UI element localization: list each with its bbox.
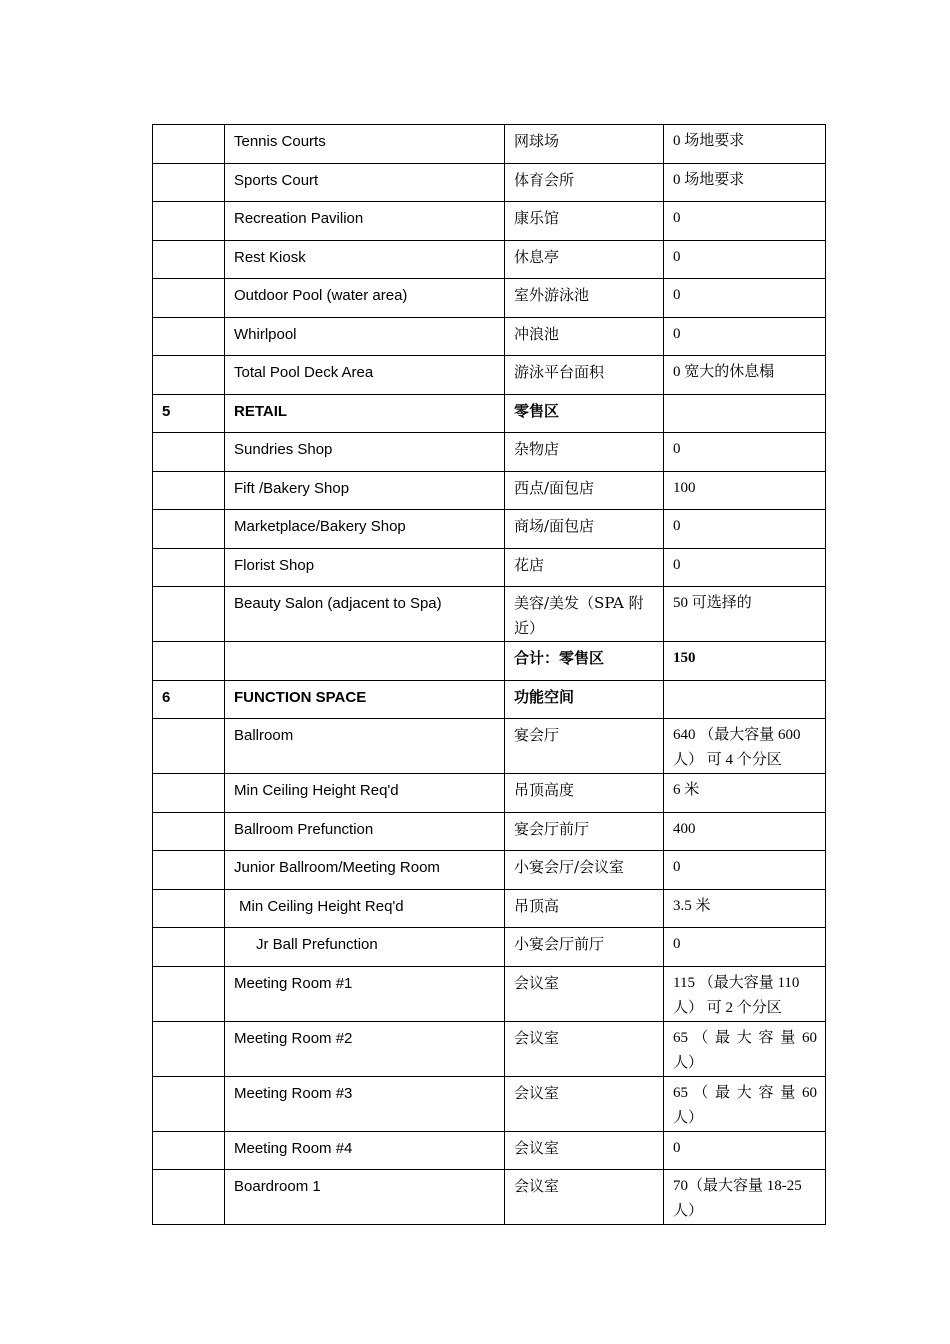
row-number [153,240,225,279]
row-value: 0 [664,928,826,967]
row-name-en: Meeting Room #1 [225,966,505,1021]
facility-table [152,124,826,1225]
row-name-en: Recreation Pavilion [225,202,505,241]
row-name-cn: 康乐馆 [505,202,664,241]
row-name-en: Meeting Room #4 [225,1131,505,1170]
table-row [153,471,826,510]
table-row [153,812,826,851]
row-number [153,851,225,890]
row-name-cn: 小宴会厅前厅 [505,928,664,967]
row-number [153,928,225,967]
row-value: 0 [664,317,826,356]
table-row [153,125,826,164]
row-name-en: Junior Ballroom/Meeting Room [225,851,505,890]
table-row [153,317,826,356]
row-number [153,471,225,510]
section-title-en: FUNCTION SPACE [225,680,505,719]
table-row [153,889,826,928]
row-name-en: Boardroom 1 [225,1170,505,1225]
row-number [153,202,225,241]
row-name-cn: 会议室 [505,1131,664,1170]
row-value: 0 [664,279,826,318]
row-name-en: Total Pool Deck Area [225,356,505,395]
section-row-function-space [153,680,826,719]
table-row [153,240,826,279]
row-number [153,548,225,587]
row-name-en: Tennis Courts [225,125,505,164]
subtotal-row-retail [153,642,826,681]
row-number [153,587,225,642]
table-row [153,774,826,813]
row-name-cn: 宴会厅 [505,719,664,774]
table-row [153,548,826,587]
row-name-en: Min Ceiling Height Req'd [225,774,505,813]
row-number [153,774,225,813]
table-row [153,851,826,890]
row-name-en: Florist Shop [225,548,505,587]
row-value: 70（最大容量 18-25 人） [664,1170,826,1225]
row-name-en: Whirlpool [225,317,505,356]
table-row [153,966,826,1021]
row-value: 0 [664,240,826,279]
row-value: 6 米 [664,774,826,813]
row-name-en: Sundries Shop [225,433,505,472]
row-name-en: Min Ceiling Height Req'd [225,889,505,928]
row-number [153,1131,225,1170]
row-value: 65 （ 最 大 容 量 60 人） [664,1076,826,1131]
row-name-cn: 花店 [505,548,664,587]
subtotal-label: 合计：零售区 [505,642,664,681]
table-row [153,163,826,202]
row-value [664,680,826,719]
row-value: 0 [664,433,826,472]
row-name-en: Outdoor Pool (water area) [225,279,505,318]
row-name-cn: 冲浪池 [505,317,664,356]
row-value: 100 [664,471,826,510]
table-row [153,719,826,774]
row-name-en: Meeting Room #3 [225,1076,505,1131]
row-value [664,394,826,433]
row-name-cn: 吊顶高度 [505,774,664,813]
table-row [153,279,826,318]
row-name-en: Rest Kiosk [225,240,505,279]
row-name-cn: 西点/面包店 [505,471,664,510]
row-name-en: Marketplace/Bakery Shop [225,510,505,549]
row-name-en: Beauty Salon (adjacent to Spa) [225,587,505,642]
row-number [153,889,225,928]
row-name-en: Meeting Room #2 [225,1021,505,1076]
row-name-cn: 会议室 [505,1076,664,1131]
table-row [153,1076,826,1131]
row-name-cn: 网球场 [505,125,664,164]
table-row [153,587,826,642]
row-value: 0 宽大的休息榻 [664,356,826,395]
row-name-cn: 宴会厅前厅 [505,812,664,851]
row-name-cn: 会议室 [505,966,664,1021]
table-row [153,356,826,395]
row-number [153,317,225,356]
row-name-cn: 美容/美发（SPA 附近） [505,587,664,642]
row-value: 400 [664,812,826,851]
row-name-en: Sports Court [225,163,505,202]
row-number [153,719,225,774]
row-number [153,1021,225,1076]
row-number [153,642,225,681]
row-value: 50 可选择的 [664,587,826,642]
table-row [153,1170,826,1225]
row-number [153,163,225,202]
table-row [153,1021,826,1076]
row-number [153,510,225,549]
row-value: 0 [664,548,826,587]
row-value: 0 [664,202,826,241]
table-row [153,433,826,472]
row-number [153,812,225,851]
row-value: 0 [664,1131,826,1170]
table-row [153,928,826,967]
row-name-cn: 室外游泳池 [505,279,664,318]
row-value: 0 场地要求 [664,163,826,202]
row-value: 0 [664,510,826,549]
row-name-cn: 会议室 [505,1021,664,1076]
section-title-en: RETAIL [225,394,505,433]
row-number [153,1076,225,1131]
row-value: 65 （ 最 大 容 量 60 人） [664,1021,826,1076]
row-number [153,356,225,395]
row-value: 640 （最大容量 600 人） 可 4 个分区 [664,719,826,774]
row-name-cn: 游泳平台面积 [505,356,664,395]
row-number [153,1170,225,1225]
table-row [153,202,826,241]
row-number [153,433,225,472]
row-name-en [225,642,505,681]
row-name-en: Jr Ball Prefunction [225,928,505,967]
subtotal-value: 150 [664,642,826,681]
row-name-en: Fift /Bakery Shop [225,471,505,510]
table-row [153,510,826,549]
row-name-cn: 杂物店 [505,433,664,472]
row-name-cn: 体育会所 [505,163,664,202]
row-name-en: Ballroom [225,719,505,774]
row-number [153,279,225,318]
row-name-cn: 商场/面包店 [505,510,664,549]
table-row [153,1131,826,1170]
row-name-cn: 吊顶高 [505,889,664,928]
row-number [153,125,225,164]
row-value: 3.5 米 [664,889,826,928]
row-value: 0 [664,851,826,890]
section-number: 6 [153,680,225,719]
section-title-cn: 功能空间 [505,680,664,719]
row-value: 0 场地要求 [664,125,826,164]
row-value: 115 （最大容量 110 人） 可 2 个分区 [664,966,826,1021]
row-number [153,966,225,1021]
row-name-cn: 休息亭 [505,240,664,279]
section-number: 5 [153,394,225,433]
section-row-retail [153,394,826,433]
row-name-en: Ballroom Prefunction [225,812,505,851]
row-name-cn: 小宴会厅/会议室 [505,851,664,890]
section-title-cn: 零售区 [505,394,664,433]
row-name-cn: 会议室 [505,1170,664,1225]
